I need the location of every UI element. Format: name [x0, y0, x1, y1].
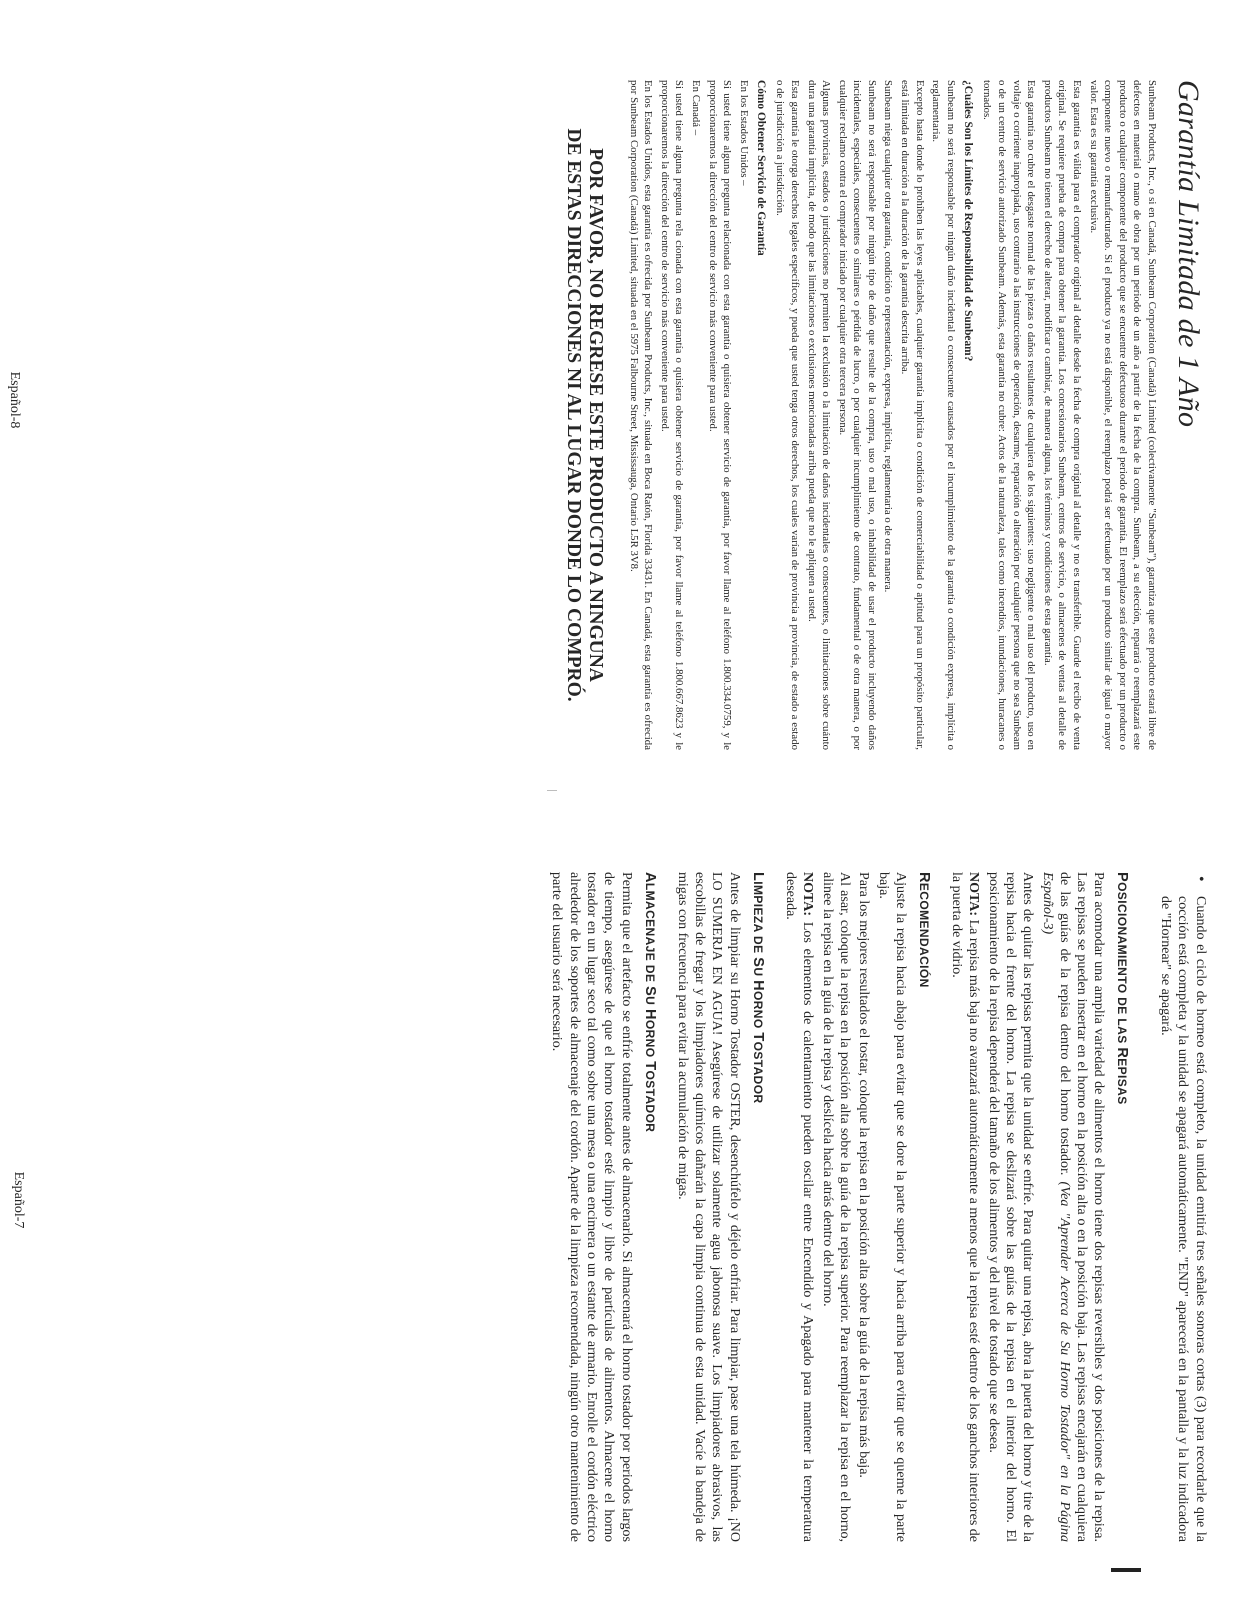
binding-mark: [1111, 1568, 1141, 1572]
warranty-paragraph: Esta garantía no cubre el desgaste normal de las piezas o daños resultantes de cualquiera de los siguientes: uso negligente o mal uso del producto, uso en voltaje o corriente inapropiada, uso contrario a las instrucciones de operación, desarme, reparación o alteración por cualquier persona que no sea Sunbeam o de un centro de servicio autorizado Sunbeam. Además, esta garantía no cubre: Actos de la naturaleza, tales como incendios, inundaciones, huracanes o tornados.: [981, 80, 1038, 750]
racks-paragraph: Antes de quitar las repisas permita que la unidad se enfríe. Para quitar una repisa, abra la puerta del horno y tire de la repisa hacia el frente del horno. La repisa se deslizará sobre las guías de la repisa en el interior del horno. El posicionamiento de la repisa dependerá del tamaño de los alimentos y del nivel de tostado que se desea.: [985, 872, 1036, 1542]
warranty-paragraph: Esta garantía le otorga derechos legales específicos, y pueda que usted tenga otros derechos, los cuales varían de provincia a provincia, de estado a estado o de jurisdicción a jurisdicción.: [774, 80, 801, 750]
warranty-paragraph: Excepto hasta donde lo prohíben las leyes aplicables, cualquier garantía implícita o condición de comerciabilidad o aptitud para un propósito particular, está limitada en duración a la duración de la garantía descrita arriba.: [899, 80, 926, 750]
warranty-title: Garantía Limitada de 1 Año: [1172, 80, 1205, 428]
warranty-column: [95, 80, 1215, 750]
warranty-paragraph: Esta garantía es válida para el comprador original al detalle desde la fecha de compra original al detalle y no es transferible. Guarde el recibo de venta original. Se requiere prueba de compra para obtener la garantía. Los concesionarios Sunbeam, centros de servicio, o almacenes de ventas al detalle de productos Sunbeam no tienen el derecho de alterar, modificar o cambiar, de manera alguna, los términos y condiciones de esta garantía.: [1041, 80, 1084, 750]
return-notice: [562, 80, 606, 750]
bake-complete-bullet: • Cuando el ciclo de horneo está completo, la unidad emitirá tres señales sonoras cortas (3) para recordarle que la cocción está completa y la unidad se apagará automáticamente. "END" aparecerá en la pantalla y la luz indicadora de "Hornear" se apagará.: [1157, 872, 1210, 1542]
racks-note: NOTA: La repisa más baja no avanzará automáticamente a menos que la repisa esté dentro de los ganchos interiores de la puerta de vidrio.: [949, 872, 982, 1542]
recommendation-paragraph: Para los mejores resultados el tostar, coloque la repisa en la posición alta sobre la guía de la repisa más baja.: [856, 872, 872, 1478]
page-number: Español-7: [11, 1171, 26, 1229]
page-reference: (Vea "Aprender Acerca de Su Horno Tostador" en la Página Español-3): [1039, 872, 1072, 1542]
cleaning-paragraph: Antes de limpiar su Horno Tostador OSTER, desenchúfelo y déjelo enfriar. Para limpiar, pase una tela húmeda. ¡NO LO SUMERJA EN AGUA! Asegúrese de utilizar solamente agua jabonosa suave. Los limpiadores abrasivos, las escobillas de fregar y los limpiadores químicos dañarán la capa limpia continua de esta unidad. Vacíe la bandeja de migas con frecuencia para evitar la acumulación de migas.: [674, 872, 742, 1542]
canada-label: En Canadá –: [689, 80, 702, 136]
warranty-paragraph: En los Estados Unidos, esta garantía es ofrecida por Sunbeam Products, Inc., situada en Boca Ratón, Florida 33431. En Canadá, esta garantía es ofrecida por Sunbeam Corporation (Canadá) Limited, situada en el 5975 Falbourne Street, Mississauga, Ontario L5R 3V8.: [627, 80, 655, 750]
usa-label: En los Estados Unidos –: [737, 80, 750, 186]
recommendation-paragraph: Al asar, coloque la repisa en la posición alta sobre la guía de la repisa superior. Para reemplazar la repisa en el horno, alinee la repisa en la guía de la repisa y deslícela hacia atrás dentro del horno.: [819, 872, 852, 1542]
recommendation-heading: RECOMENDACIÓN: [915, 872, 932, 988]
service-heading: Cómo Obtener Servicio de Garantía: [754, 80, 767, 256]
limits-heading: ¿Cuáles Son los Límites de Responsabilidad de Sunbeam?: [961, 80, 974, 362]
warranty-paragraph: Si usted tiene alguna pregunta relacionada con esta garantía o quisiera obtener servicio de garantía, por favor llame al teléfono 1.800.334.0759, y le proporcionaremos la dirección del centro de servicio más conveniente para usted.: [706, 80, 734, 750]
crop-mark: [547, 790, 557, 791]
storage-paragraph: Permita que el artefacto se enfríe totalmente antes de almacenarlo. Si almacenará el horno tostador por periodos largos de tiempo, asegúrese de que el horno tostador esté limpio y libre de partículas de alimentos. Almacene el horno tostador en un lugar seco tal como sobre una mesa o una encimera o un estante de armario. Enrolle el cordón eléctrico alrededor de los soportes de almacenaje del cordón. Aparte de la limpieza recomendada, ningún otro mantenimiento de parte del usuario será necesario.: [549, 872, 634, 1542]
warranty-paragraph: Sunbeam Products, Inc., o si en Canadá, Sunbeam Corporation (Canadá) Limited (colectivamente "Sunbeam"), garantiza que este producto estará libre de defectos en material o mano de obra por un periodo de un año a partir de la fecha de la compra. Sunbeam, a su elección, reparará o reemplazará este producto o cualquier componente del producto que se encuentre defectuoso durante el periodo de garantía. El reemplazo será efectuado por un producto o componente nuevo o remanufacturado. Si el producto ya no está disponible, el reemplazo podrá ser efectuado por un producto similar de igual o mayor valor. Esta es su garantía exclusiva.: [1087, 80, 1158, 750]
racks-paragraph: Para acomodar una amplia variedad de alimentos el horno tiene dos repisas reversibles y dos posiciones de la repisa. Las repisas se pueden insertar en el horno en la posición alta o en la posición baja. Las repisas encajarán en cualquiera de las guías de la repisa dentro del horno tostador. (Vea "Aprender Acerca de Su Horno Tostador" en la Página Español-3): [1039, 872, 1107, 1542]
warranty-paragraph: Sunbeam no será responsable por ningún tipo de daño que resulte de la compra, uso o mal uso, o inhabilidad de usar el producto incluyendo daños incidentales, especiales, consecuentes o similares o pérdida de lucro, o por cualquier incumplimiento de contrato, fundamental o de otra manera, o por cualquier reclamo contra el comprador iniciado por cualquier otra tercera persona.: [836, 80, 878, 750]
return-notice-line: POR FAVOR, NO REGRESE ESTE PRODUCTO A NINGUNA: [585, 148, 606, 682]
instructions-page: [0, 800, 1237, 1600]
racks-heading: POSICIONAMIENTO DE LAS REPISAS: [1114, 872, 1131, 1105]
instructions-column: [89, 872, 1209, 1542]
return-notice-line: DE ESTAS DIRECCIONES NI AL LUGAR DONDE LO COMPRÓ.: [563, 128, 584, 702]
warranty-paragraph: Algunas provincias, estados o jurisdicciones no permiten la exclusión o la limitación de daños incidentales o consecuentes, o limitaciones sobre cuánto dura una garantía implícita, de modo que las limitaciones o exclusiones mencionadas arriba pueda que no le apliquen a usted.: [805, 80, 833, 750]
recommendation-note: NOTA: Los elementos de calentamiento pueden oscilar entre Encendido y Apagado para mantener la temperatura deseada.: [783, 872, 816, 1542]
page-number: Español-8: [7, 371, 22, 429]
recommendation-paragraph: Ajuste la repisa hacia abajo para evitar que se dore la parte superior y hacia arriba para evitar que se queme la parte baja.: [875, 872, 908, 1542]
warranty-paragraph: Si usted tiene alguna pregunta rela cionada con esta garantía o quisiera obtener servicio de garantía, por favor llame al teléfono 1.800.667.8623 y le proporcionaremos la dirección del centro de servicio más conveniente para usted.: [658, 80, 686, 750]
warranty-paragraph: Sunbeam niega cualquier otra garantía, condición o representación, expresa, implícita, reglamentaria o de otra manera.: [882, 80, 895, 593]
storage-heading: ALMACENAJE DE SU HORNO TOSTADOR: [641, 872, 658, 1133]
warranty-paragraph: Sunbeam no será responsable por ningún daño incidental o consecuente causados por el incumplimiento de la garantía o condición expresa, implícita o reglamentaria.: [930, 80, 957, 750]
cleaning-heading: LIMPIEZA DE SU HORNO TOSTADOR: [749, 872, 766, 1104]
